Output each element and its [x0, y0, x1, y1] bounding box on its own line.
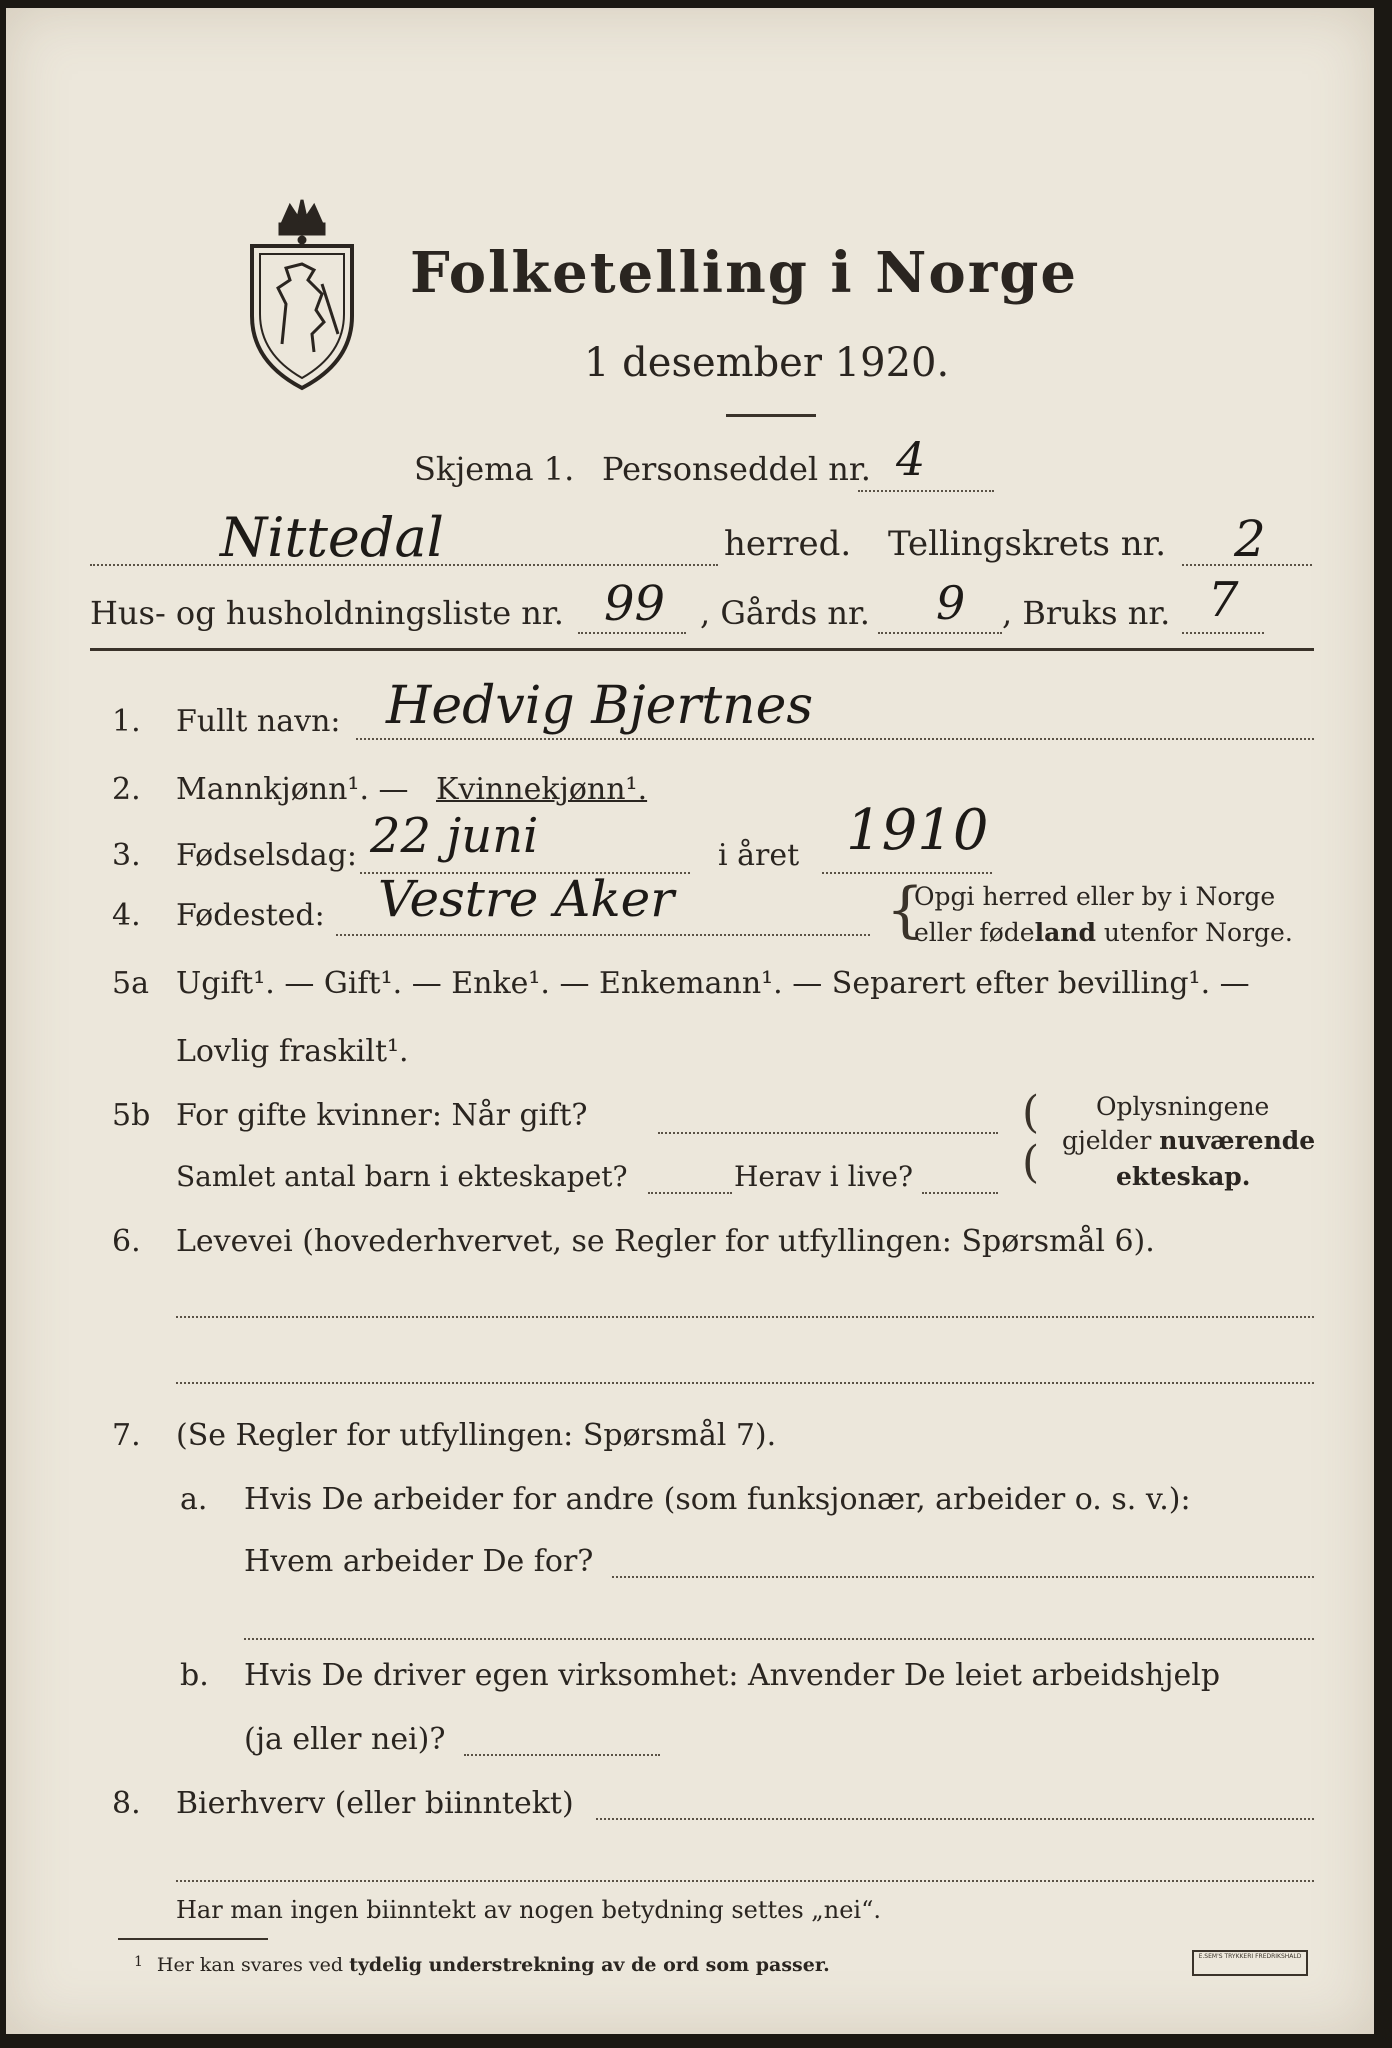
q6-line-2 [176, 1382, 1314, 1384]
q5b-children-line [648, 1192, 732, 1194]
q8-line-1 [596, 1818, 1314, 1820]
q5a-text2: Lovlig fraskilt¹. [176, 1034, 409, 1069]
q7b-text: Hvis De driver egen virksomhet: Anvender De leiet arbeidshjelp [244, 1658, 1221, 1693]
herred-value: Nittedal [220, 506, 444, 569]
q3-number: 3. [112, 838, 141, 873]
q8-line-2 [176, 1880, 1314, 1882]
gards-value: 9 [936, 576, 966, 630]
form-title: Folketelling i Norge [410, 240, 1079, 306]
q1-line [356, 738, 1314, 740]
q8-number: 8. [112, 1786, 141, 1821]
personseddel-value: 4 [896, 432, 926, 486]
q7a-line-1 [612, 1576, 1314, 1578]
tellingskrets-label: Tellingskrets nr. [888, 524, 1167, 564]
husliste-value: 99 [604, 576, 666, 632]
q1-value: Hedvig Bjertnes [386, 676, 814, 736]
q1-number: 1. [112, 704, 141, 739]
q5b-bracket: ( ( [1022, 1087, 1040, 1188]
q7a-text: Hvis De arbeider for andre (som funksjonær, arbeider o. s. v.): [244, 1482, 1191, 1517]
q5b-alive-line [922, 1192, 998, 1194]
q6-number: 6. [112, 1224, 141, 1259]
q7a-text2: Hvem arbeider De for? [244, 1544, 594, 1579]
title-divider [726, 414, 816, 417]
q4-value: Vestre Aker [378, 870, 675, 928]
q7b-text2: (ja eller nei)? [244, 1722, 446, 1757]
q5b-note-1: Oplysningene [1096, 1092, 1270, 1121]
bruks-line [1182, 632, 1264, 634]
q6-line-1 [176, 1316, 1314, 1318]
bruks-value: 7 [1208, 572, 1239, 628]
herred-label: herred. [724, 524, 852, 564]
q7a-line-2 [244, 1638, 1314, 1640]
q2-label-male: Mannkjønn¹. — [176, 772, 409, 807]
q7-number: 7. [112, 1418, 141, 1453]
q4-brace: { [886, 875, 925, 945]
bruks-label: , Bruks nr. [1002, 594, 1171, 632]
census-form-page [6, 8, 1374, 2034]
tellingskrets-value: 2 [1234, 510, 1266, 568]
q3-value: 22 juni [370, 808, 539, 864]
q5b-note-3: ekteskap. [1116, 1162, 1251, 1191]
q7b-line [464, 1754, 660, 1756]
q5a-number: 5a [112, 966, 149, 1001]
q2-number: 2. [112, 772, 141, 807]
header-divider [90, 648, 1314, 651]
footer-divider [118, 1938, 268, 1940]
q8-text: Bierhverv (eller biinntekt) [176, 1786, 574, 1821]
q5b-children-label: Samlet antal barn i ekteskapet? [176, 1160, 628, 1193]
q2-label-female: Kvinnekjønn¹. [436, 772, 648, 807]
q4-line [336, 934, 870, 936]
q4-note-1: Opgi herred eller by i Norge [914, 882, 1276, 911]
q4-label: Fødested: [176, 898, 325, 933]
q3-year-label: i året [718, 838, 800, 873]
husliste-line [578, 632, 686, 634]
footnote: $^1$ Her kan svares ved tydelig understrekning av de ord som passer. [134, 1954, 830, 1976]
personseddel-line [858, 490, 994, 492]
q3-year-line [822, 872, 992, 874]
q5a-text: Ugift¹. — Gift¹. — Enke¹. — Enkemann¹. — Separert efter bevilling¹. — [176, 966, 1250, 1001]
husliste-label: Hus- og husholdningsliste nr. [90, 594, 564, 632]
q1-label: Fullt navn: [176, 704, 341, 739]
form-date: 1 desember 1920. [584, 340, 950, 386]
q4-number: 4. [112, 898, 141, 933]
schema-label: Skjema 1. [414, 450, 575, 488]
norwegian-coat-of-arms-icon [242, 184, 362, 394]
q3-label: Fødselsdag: [176, 838, 357, 873]
q5b-number: 5b [112, 1098, 151, 1133]
printer-stamp: E.SEM'S TRYKKERI FREDRIKSHALD [1192, 1950, 1308, 1976]
gards-line [878, 632, 1002, 634]
q5b-married-line [658, 1132, 998, 1134]
q3-year-value: 1910 [846, 798, 989, 863]
gards-label: , Gårds nr. [700, 594, 870, 632]
q5b-text: For gifte kvinner: Når gift? [176, 1098, 588, 1133]
q7a-letter: a. [180, 1482, 208, 1517]
q7b-letter: b. [180, 1658, 209, 1693]
q5b-alive-label: Herav i live? [734, 1160, 913, 1193]
q6-text: Levevei (hovederhvervet, se Regler for utfyllingen: Spørsmål 6). [176, 1224, 1155, 1259]
q7-text: (Se Regler for utfyllingen: Spørsmål 7). [176, 1418, 777, 1453]
footnote-mark: 1 [134, 1954, 143, 1970]
footer-note: Har man ingen biinntekt av nogen betydning settes „nei“. [176, 1896, 881, 1924]
q5b-note-2: gjelder nuværende [1062, 1126, 1316, 1155]
personseddel-label: Personseddel nr. [602, 450, 871, 488]
q4-note-2: eller fødeland utenfor Norge. [914, 918, 1293, 947]
